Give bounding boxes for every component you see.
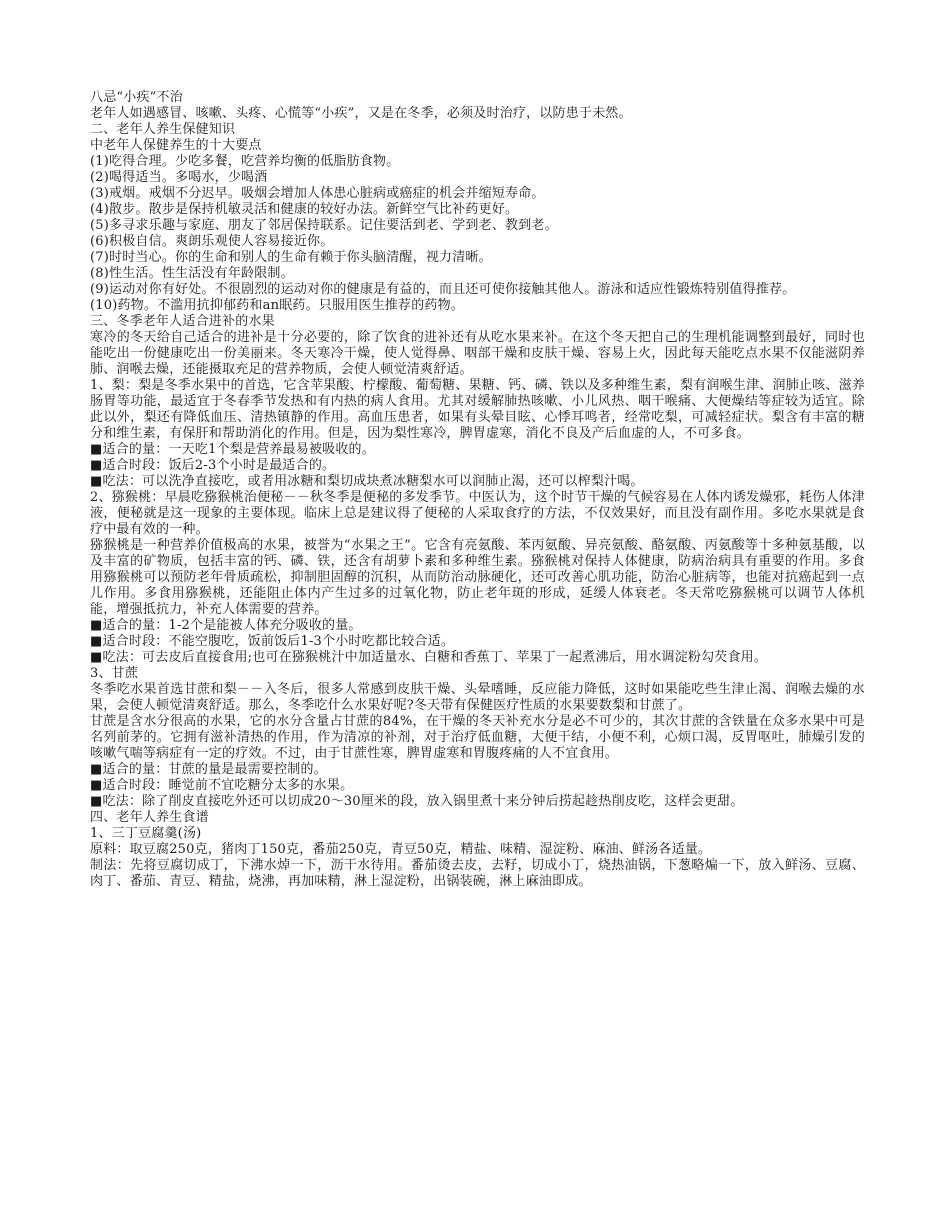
- list-item: (4)散步。散步是保持机敏灵活和健康的较好办法。新鲜空气比补药更好。: [90, 202, 519, 217]
- bullet-item: ■适合的量：1-2个是能被人体充分吸收的量。: [90, 618, 362, 633]
- section-heading: 二、老年人养生保健知识: [90, 122, 236, 137]
- subheading: 1、三丁豆腐羹(汤): [90, 826, 202, 841]
- section-heading: 三、冬季老年人适合进补的水果: [90, 314, 275, 329]
- bullet-item: ■吃法：可以洗净直接吃，或者用冰糖和梨切成块煮冰糖梨水可以润肺止渴，还可以榨梨汁喝。: [90, 474, 644, 489]
- bullet-item: ■适合时段：不能空腹吃，饭前饭后1-3个小时吃都比较合适。: [90, 634, 455, 649]
- subheading: 3、甘蔗: [90, 666, 139, 681]
- paragraph: 寒冷的冬天给自己适合的进补是十分必要的，除了饮食的进补还有从吃水果来补。在这个冬天把自己的生理机能调整到最好，同时也能吃出一份健康吃出一份美丽来。冬天寒冷干燥，使人觉得鼻、咽部干燥和皮肤干燥、容易上火，因此每天能吃点水果不仅能滋阴养肺、润喉去燥，还能摄取充足的营养物质，会使人顿觉清爽舒适。: [90, 330, 865, 377]
- list-item: (1)吃得合理。少吃多餐，吃营养均衡的低脂肪食物。: [90, 154, 400, 169]
- list-item: (5)多寻求乐趣与家庭、朋友了邻居保持联系。记住要活到老、学到老、教到老。: [90, 218, 558, 233]
- document-body: [90, 90, 865, 890]
- bullet-item: ■适合时段：睡觉前不宜吃糖分太多的水果。: [90, 778, 354, 793]
- list-item: (10)药物。不滥用抗抑郁药和an眠药。只服用医生推荐的药物。: [90, 298, 465, 313]
- section-heading: 四、老年人养生食谱: [90, 810, 209, 825]
- bullet-item: ■吃法：可去皮后直接食用;也可在猕猴桃汁中加适量水、白糖和香蕉丁、苹果丁一起煮沸后，用水调淀粉勾芡食用。: [90, 650, 768, 665]
- paragraph: 1、梨：梨是冬季水果中的首选，它含苹果酸、柠檬酸、葡萄糖、果糖、钙、磷、铁以及多种维生素，梨有润喉生津、润肺止咳、滋养肠胃等功能，最适宜于冬春季节发热和有内热的病人食用。尤其对缓解肺热咳嗽、小儿风热、咽干喉痛、大便燥结等症较为适宜。除此以外，梨还有降低血压、清热镇静的作用。高血压患者，如果有头晕目眩、心悸耳鸣者，经常吃梨，可减轻症状。梨含有丰富的糖分和维生素，有保肝和帮助消化的作用。但是，因为梨性寒冷，脾胃虚寒，消化不良及产后血虚的人，不可多食。: [90, 378, 865, 441]
- list-item: (9)运动对你有好处。不很剧烈的运动对你的健康是有益的，而且还可使你接触其他人。游泳和适应性锻炼特别值得推荐。: [90, 282, 796, 297]
- list-item: (6)积极自信。爽朗乐观使人容易接近你。: [90, 234, 334, 249]
- paragraph: 甘蔗是含水分很高的水果，它的水分含量占甘蔗的84%，在干燥的冬天补充水分是必不可少的，其次甘蔗的含铁量在众多水果中可是名列前茅的。它拥有滋补清热的作用，作为清凉的补剂，对于治疗低血糖，大便干结，小便不利，心烦口渴，反胃呕吐，肺燥引发的咳嗽气喘等病症有一定的疗效。不过，由于甘蔗性寒，脾胃虚寒和胃腹疼痛的人不宜食用。: [90, 714, 865, 761]
- paragraph: 冬季吃水果首选甘蔗和梨－－入冬后，很多人常感到皮肤干燥、头晕嗜睡，反应能力降低，这时如果能吃些生津止渴、润喉去燥的水果，会使人顿觉清爽舒适。那么，冬季吃什么水果好呢?冬天带有保健医疗性质的水果要数梨和甘蔗了。: [90, 682, 865, 713]
- paragraph: 猕猴桃是一种营养价值极高的水果，被誉为“水果之王”。它含有亮氨酸、苯丙氨酸、异亮氨酸、酪氨酸、丙氨酸等十多种氨基酸，以及丰富的矿物质，包括丰富的钙、磷、铁，还含有胡萝卜素和多种维生素。猕猴桃对保持人体健康，防病治病具有重要的作用。多食用猕猴桃可以预防老年骨质疏松，抑制胆固醇的沉积，从而防治动脉硬化，还可改善心肌功能，防治心脏病等，也能对抗癌起到一点儿作用。多食用猕猴桃，还能阻止体内产生过多的过氧化物，防止老年斑的形成，延缓人体衰老。冬天常吃猕猴桃可以调节人体机能，增强抵抗力，补充人体需要的营养。: [90, 538, 865, 617]
- list-item: (8)性生活。性生活没有年龄限制。: [90, 266, 294, 281]
- bullet-item: ■适合时段：饭后2-3个小时是最适合的。: [90, 458, 336, 473]
- bullet-item: ■适合的量：甘蔗的量是最需要控制的。: [90, 762, 327, 777]
- paragraph: 2、猕猴桃：早晨吃猕猴桃治便秘－－秋冬季是便秘的多发季节。中医认为，这个时节干燥的气候容易在人体内诱发燥邪，耗伤人体津液，便秘就是这一现象的主要体现。临床上总是建议得了便秘的人采取食疗的方法，不仅效果好，而且没有副作用。多吃水果就是食疗中最有效的一种。: [90, 490, 865, 537]
- paragraph: 老年人如遇感冒、咳嗽、头疼、心慌等“小疾”，又是在冬季，必须及时治疗，以防患于未然。: [90, 106, 632, 121]
- section-heading: 八忌“小疾”不治: [90, 90, 183, 105]
- list-item: (7)时时当心。你的生命和别人的生命有赖于你头脑清醒，视力清晰。: [90, 250, 492, 265]
- bullet-item: ■吃法：除了削皮直接吃外还可以切成20～30厘米的段，放入锅里煮十来分钟后捞起趁热削皮吃，这样会更甜。: [90, 794, 744, 809]
- list-item: (2)喝得适当。多喝水，少喝酒: [90, 170, 268, 185]
- paragraph: 原料：取豆腐250克，猪肉丁150克，番茄250克，青豆50克，精盐、味精、湿淀粉、麻油、鲜汤各适量。: [90, 842, 712, 857]
- subheading: 中老年人保健养生的十大要点: [90, 138, 262, 153]
- paragraph: 制法：先将豆腐切成丁，下沸水焯一下，沥干水待用。番茄烫去皮，去籽，切成小丁，烧热油锅，下葱略煸一下，放入鲜汤、豆腐、肉丁、番茄、青豆、精盐，烧沸，再加味精，淋上湿淀粉，出锅装碗，淋上麻油即成。: [90, 858, 865, 889]
- list-item: (3)戒烟。戒烟不分迟早。吸烟会增加人体患心脏病或癌症的机会并缩短寿命。: [90, 186, 545, 201]
- bullet-item: ■适合的量：一天吃1个梨是营养最易被吸收的。: [90, 442, 375, 457]
